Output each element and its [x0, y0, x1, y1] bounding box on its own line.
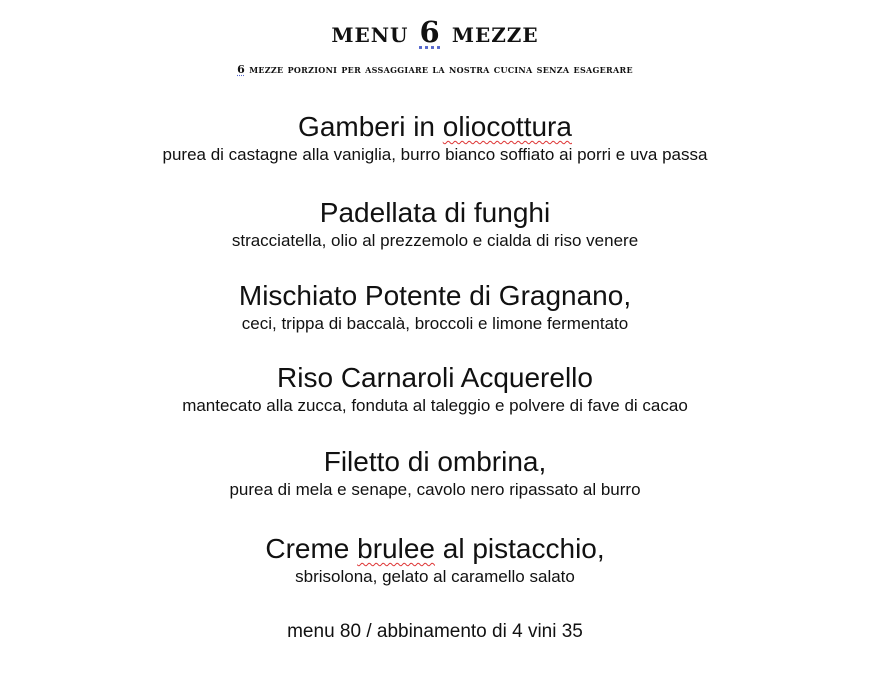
dish-description: mantecato alla zucca, fonduta al taleggio e polvere di fave di cacao — [182, 396, 688, 415]
dish-name: Filetto di ombrina, — [323, 446, 547, 477]
dish-name — [0, 110, 870, 144]
dish-description: ceci, trippa di baccalà, broccoli e limone fermentato — [241, 314, 629, 333]
menu-title-suffix: mezze — [440, 15, 539, 49]
dish-4 — [0, 361, 870, 417]
dish-name-part: al pistacchio, — [435, 533, 605, 564]
dish-name — [0, 532, 870, 566]
dish-1 — [0, 110, 870, 166]
dish-name: Padellata di funghi — [319, 197, 551, 228]
dish-name: Riso Carnaroli Acquerello — [277, 362, 593, 393]
dish-name-spellcheck-word: brulee — [357, 533, 435, 564]
dish-description: purea di mela e senape, cavolo nero ripassato al burro — [229, 480, 641, 499]
dish-2 — [0, 196, 870, 252]
dish-name-part: Creme — [265, 533, 358, 564]
menu-subtitle — [0, 62, 870, 78]
dish-name-spellcheck-word: oliocottura — [442, 111, 572, 142]
dish-description: purea di castagne alla vaniglia, burro bianco soffiato ai porri e uva passa — [162, 145, 708, 164]
dish-6 — [0, 532, 870, 588]
dish-3 — [0, 279, 870, 335]
menu-title — [0, 12, 870, 52]
dish-description: sbrisolona, gelato al caramello salato — [295, 567, 575, 586]
menu-subtitle-text: mezze porzioni per assaggiare la nostra cucina senza esagerare — [245, 63, 633, 76]
dish-description: stracciatella, olio al prezzemolo e cialda di riso venere — [231, 231, 639, 250]
menu-title-prefix: menu — [331, 15, 420, 49]
dish-name: Mischiato Potente di Gragnano, — [238, 280, 632, 311]
dish-name-part: Gamberi in — [298, 111, 443, 142]
menu-title-number: 6 — [419, 15, 441, 49]
price-line: menu 80 / abbinamento di 4 vini 35 — [287, 621, 583, 642]
menu-subtitle-number: 6 — [237, 63, 246, 76]
dish-5 — [0, 445, 870, 501]
